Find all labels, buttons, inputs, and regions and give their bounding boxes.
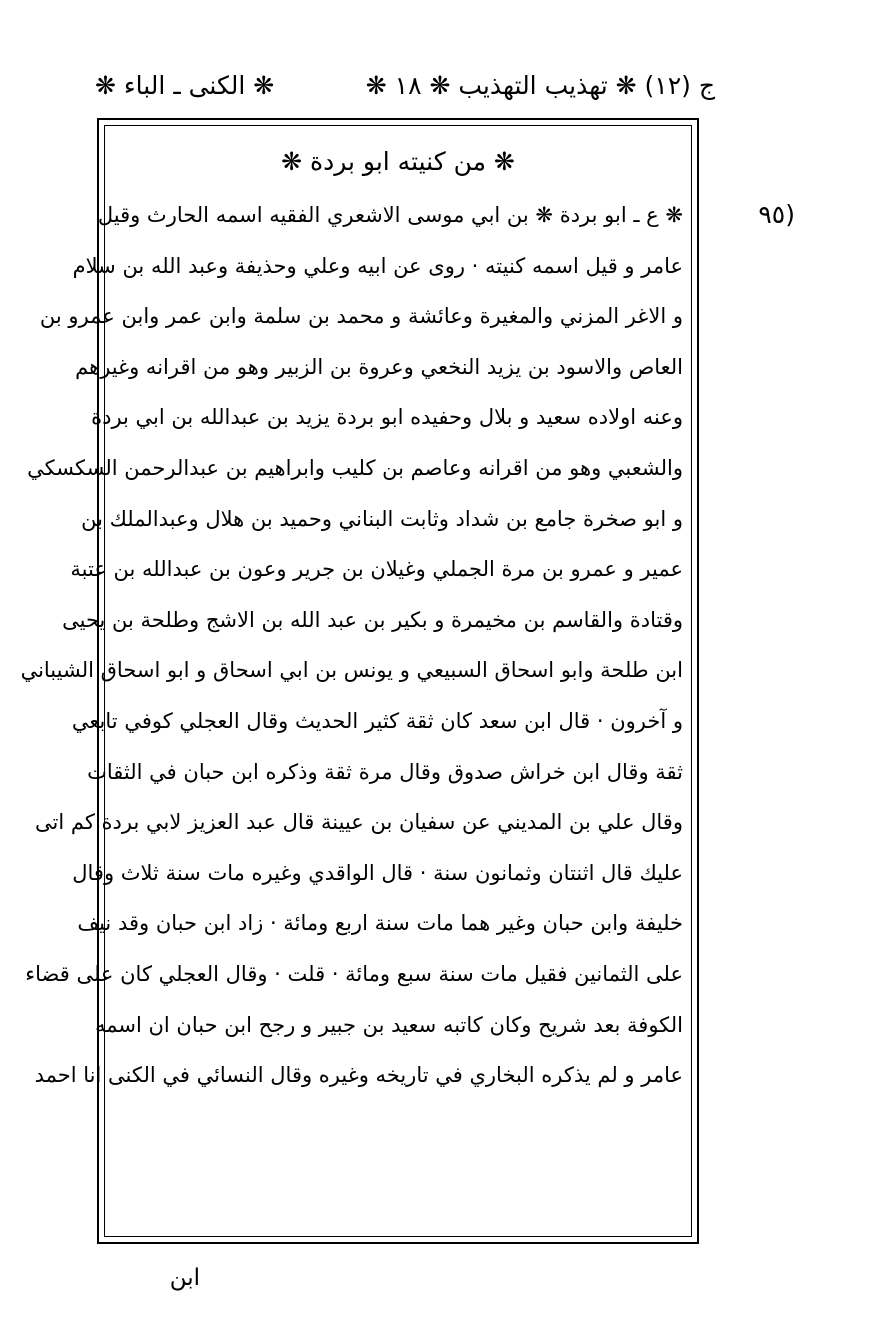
catchword: ابن [169,1265,200,1291]
header-volume-title-page: ج (١٢) ❋ تهذيب التهذيب ❋ ١٨ ❋ [365,71,715,100]
text-line: ❋ ع ـ ابو بردة ❋ بن ابي موسى الاشعري الفقيه اسمه الحارث وقيل [97,203,683,227]
text-line: عمير و عمرو بن مرة الجملي وغيلان بن جرير وعون بن عبدالله بن عتبة [70,557,683,582]
text-line: و ابو صخرة جامع بن شداد وثابت البناني وحميد بن هلال وعبدالملك بن [81,506,683,531]
text-line: عليك قال اثنتان وثمانون سنة · قال الواقدي وغيره مات سنة ثلاث وقال [72,860,683,885]
text-line: ثقة وقال ابن خراش صدوق وقال مرة ثقة وذكره ابن حبان في الثقات [87,759,683,784]
text-line: على الثمانين فقيل مات سنة سبع ومائة · قلت · وقال العجلي كان على قضاء [25,961,683,986]
text-line: وقال علي بن المديني عن سفيان بن عيينة قال عبد العزيز لابي بردة كم اتى [35,810,683,835]
text-line: الكوفة بعد شريح وكان كاتبه سعيد بن جبير و رجح ابن حبان ان اسمه [95,1012,683,1037]
text-line: عامر و لم يذكره البخاري في تاريخه وغيره وقال النسائي في الكنى انا احمد [34,1063,683,1088]
text-line: عامر و قيل اسمه كنيته · روى عن ابيه وعلي وحذيفة وعبد الله بن سلام [72,253,683,278]
text-line: و آخرون · قال ابن سعد كان ثقة كثير الحديث وقال العجلي كوفي تابعي [71,708,683,733]
text-line: وقتادة والقاسم بن مخيمرة و بكير بن عبد الله بن الاشج وطلحة بن يحيى [62,607,683,632]
body-text [20,190,683,1101]
text-line: ابن طلحة وابو اسحاق السبيعي و يونس بن ابي اسحاق و ابو اسحاق الشيباني [20,658,683,683]
running-header [95,58,715,114]
text-line: العاص والاسود بن يزيد النخعي وعروة بن الزبير وهو من اقرانه وغيرهم [75,354,683,379]
text-line: و الاغر المزني والمغيرة وعائشة و محمد بن سلمة وابن عمر وابن عمرو بن [39,304,683,329]
text-line: خليفة وابن حبان وغير هما مات سنة اربع ومائة · زاد ابن حبان وقد نيف [77,911,683,936]
entry-number: (٩٥ [758,200,795,229]
section-subtitle: ❋ من كنيته ابو بردة ❋ [281,147,515,176]
header-section-title: ❋ الكنى ـ الباء ❋ [95,71,275,100]
text-line: وعنه اولاده سعيد و بلال وحفيده ابو بردة يزيد بن عبدالله بن ابي بردة [91,405,683,430]
text-line: والشعبي وهو من اقرانه وعاصم بن كليب وابراهيم بن عبدالرحمن السكسكي [27,455,683,480]
